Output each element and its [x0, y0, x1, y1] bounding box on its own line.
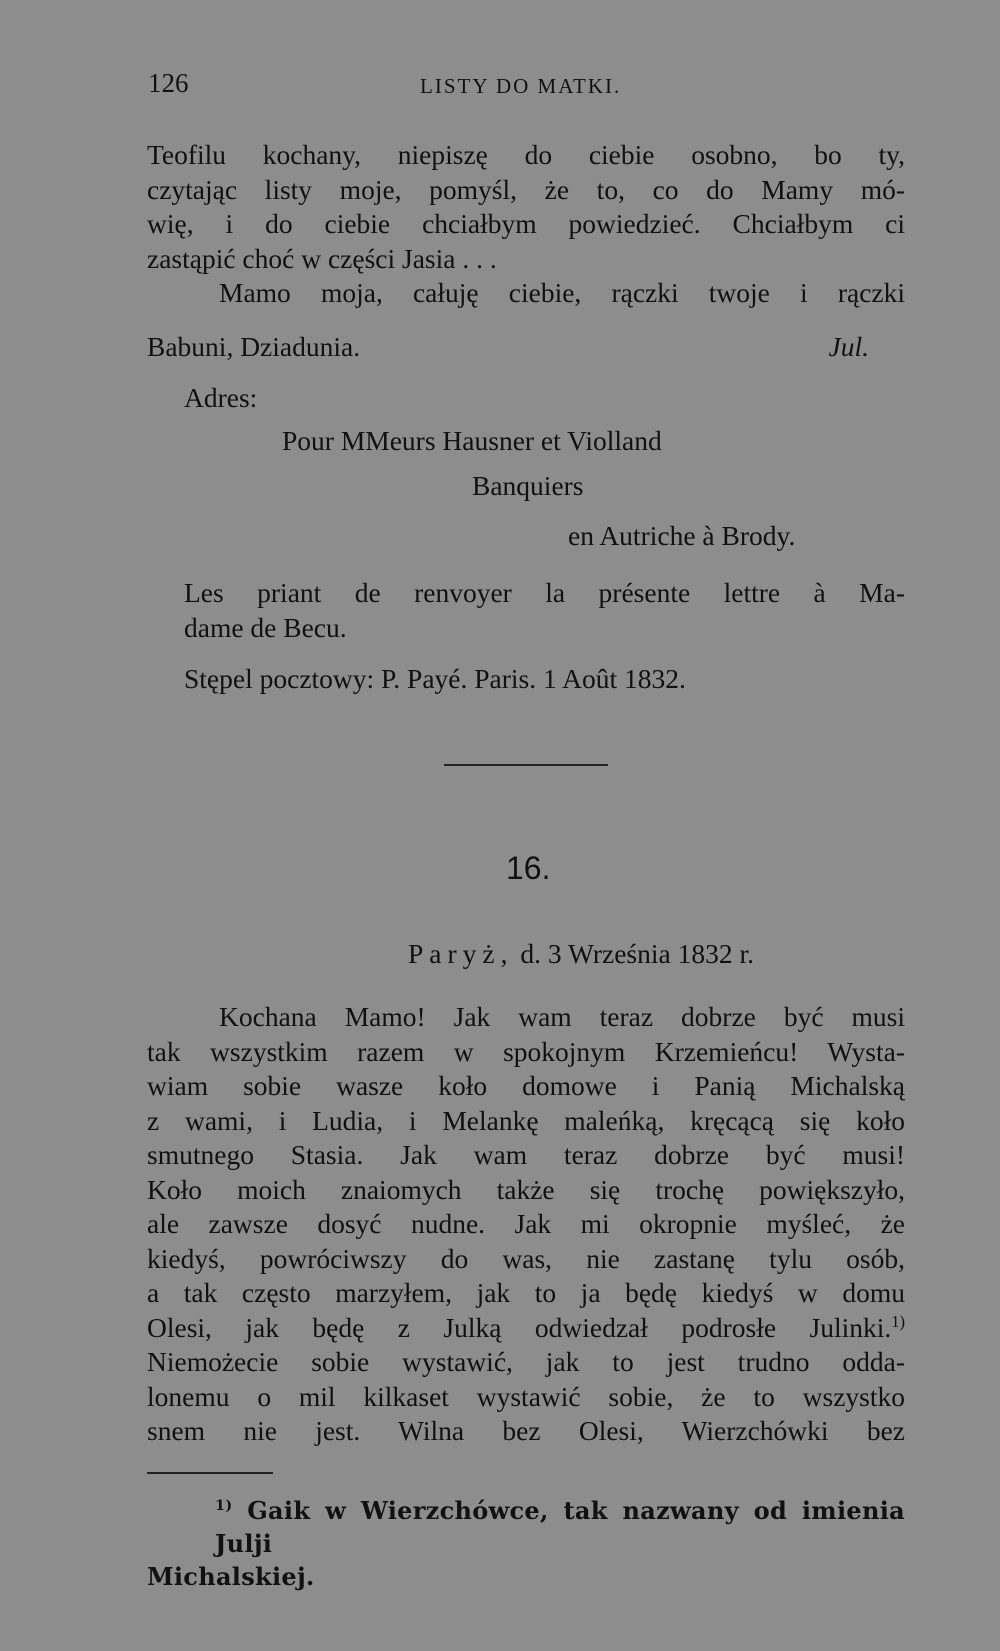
text-line: Babuni, Dziadunia. — [147, 331, 361, 362]
text-line: z wami, i Ludia, i Melankę maleńką, kręcącą się koło — [147, 1104, 905, 1136]
footnote-line — [147, 1494, 905, 1560]
address-label: Adres: — [184, 382, 258, 413]
text-line: dame de Becu. — [184, 611, 347, 643]
text-line: Mamo moja, całuję ciebie, rączki twoje i rączki — [219, 277, 905, 308]
letter-closing-paragraph — [147, 138, 905, 311]
footnote-rule — [147, 1472, 273, 1474]
text-line: Kochana Mamo! Jak wam teraz dobrze być musi — [219, 1001, 905, 1032]
text-line: wię, i do ciebie chciałbym powiedzieć. Chciałbym ci — [147, 208, 905, 239]
text-line: tak wszystkim razem w spokojnym Krzemieńcu! Wysta- — [147, 1035, 905, 1067]
footnote-line: Michalskiej. — [147, 1562, 315, 1591]
text-line: a tak często marzyłem, jak to ja będę kiedyś w domu — [147, 1277, 905, 1308]
text-line-with-footnote — [147, 1311, 905, 1346]
footnote-text: Gaik w Wierzchówce, tak nazwany od imienia Julji — [215, 1496, 906, 1558]
footnote-reference[interactable]: 1) — [891, 1311, 905, 1331]
text-line: Niemożecie sobie wystawić, jak to jest trudno odda- — [147, 1346, 905, 1377]
address-line: en Autriche à Brody. — [568, 520, 796, 551]
forward-note — [184, 576, 905, 645]
address-line: Banquiers — [472, 470, 584, 501]
letter-number: 16. — [506, 850, 551, 886]
postmark-note: Stępel pocztowy: P. Payé. Paris. 1 Août 1832. — [184, 663, 686, 694]
text-line: ale zawsze dosyć nudne. Jak mi okropnie myśleć, że — [147, 1208, 905, 1239]
text-line: snem nie jest. Wilna bez Olesi, Wierzchówki bez — [147, 1415, 905, 1446]
text-line: Les priant de renvoyer la présente lettre à Ma- — [184, 577, 905, 608]
footnote-marker: 1) — [215, 1497, 233, 1514]
text-line: wiam sobie wasze koło domowe i Panią Michalską — [147, 1070, 905, 1101]
text-line: Teofilu kochany, niepiszę do ciebie osobno, bo ty, — [147, 139, 905, 170]
text-line: czytając listy moje, pomyśl, że to, co do Mamy mó- — [147, 173, 905, 205]
text-line: Koło moich znaiomych także się trochę powiększyło, — [147, 1173, 905, 1205]
text-line: lonemu o mil kilkaset wystawić sobie, że to wszystko — [147, 1380, 905, 1412]
text-segment: Olesi, jak będę z Julką odwiedzał podrosłe Julinki. — [147, 1311, 892, 1343]
address-line: Pour MMeurs Hausner et Violland — [282, 425, 662, 456]
page-number: 126 — [148, 68, 189, 98]
signature: Jul. — [828, 331, 869, 362]
text-line: zastąpić choć w części Jasia . . . — [147, 242, 497, 274]
letter-body — [147, 1000, 905, 1449]
date: d. 3 Września 1832 r. — [520, 938, 754, 969]
running-title: LISTY DO MATKI. — [420, 74, 622, 98]
text-line: kiedyś, powróciwszy do was, nie zastanę tylu osób, — [147, 1242, 905, 1274]
dateline — [408, 938, 754, 970]
footnote — [147, 1494, 905, 1593]
section-divider — [444, 764, 608, 766]
text-line: smutnego Stasia. Jak wam teraz dobrze być musi! — [147, 1139, 905, 1170]
greeting-signature-row — [147, 330, 905, 365]
place: Paryż, — [408, 938, 514, 969]
